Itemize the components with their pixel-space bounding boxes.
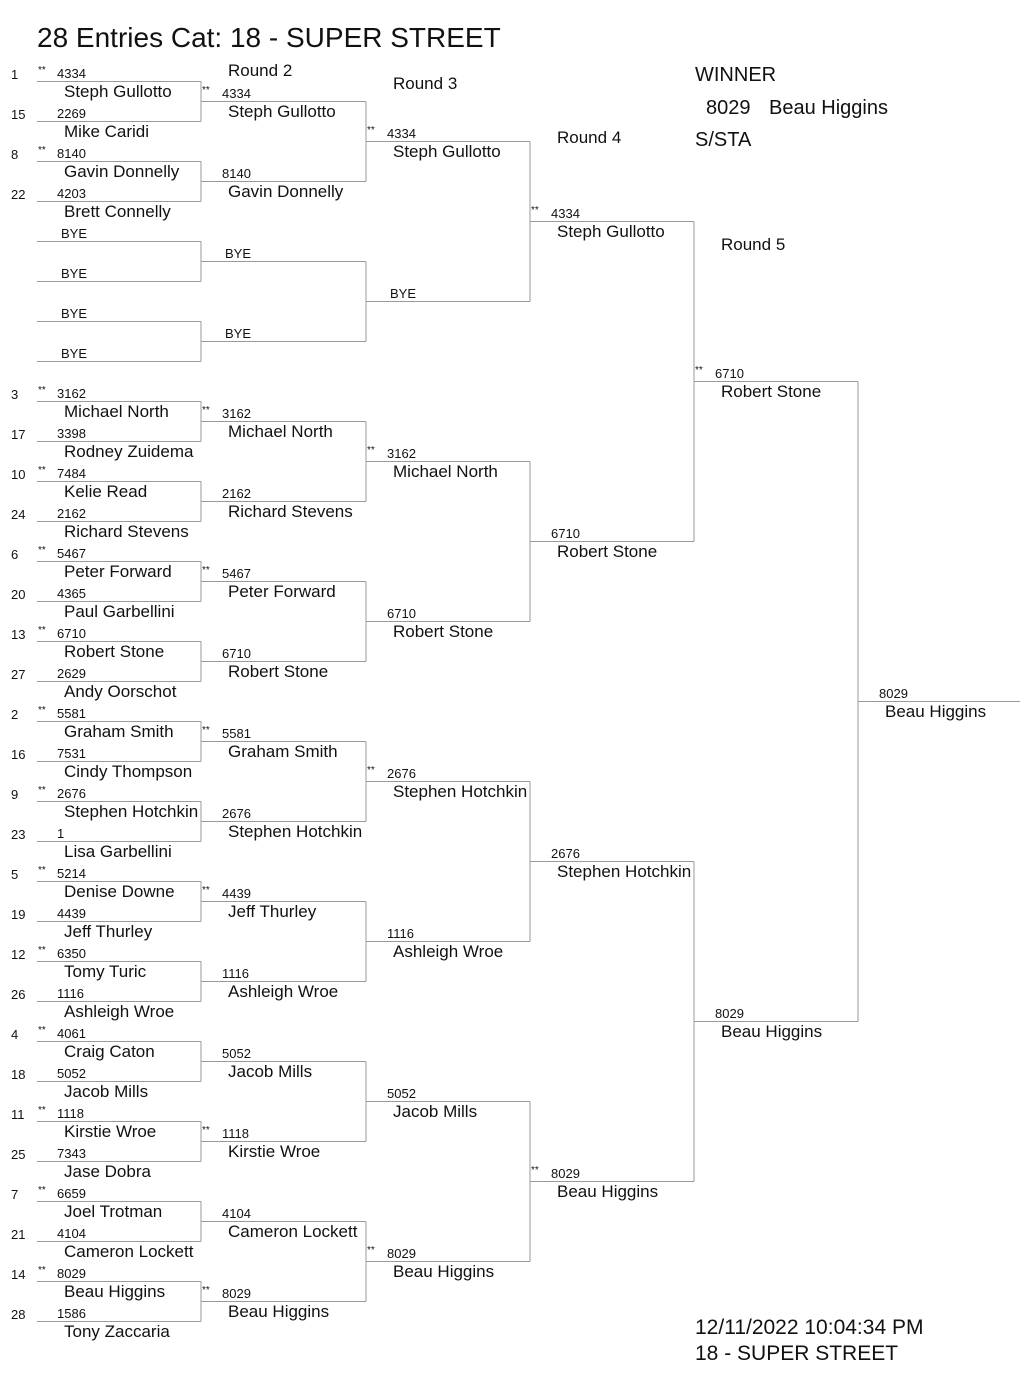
entry-number: 4334 <box>551 205 580 221</box>
advance-marker: ** <box>38 1264 46 1276</box>
seed-number: 2 <box>11 706 19 722</box>
entry-number: 4439 <box>57 905 86 921</box>
seed-number: 19 <box>11 906 26 922</box>
entry-number: 1118 <box>57 1105 84 1121</box>
competitor-name: Joel Trotman <box>64 1201 163 1221</box>
entry-number: 5052 <box>387 1085 416 1101</box>
entry-number: BYE <box>61 345 88 361</box>
seed-number: 9 <box>11 786 19 802</box>
competitor-name: Cameron Lockett <box>228 1221 358 1241</box>
competitor-name: Andy Oorschot <box>64 681 177 701</box>
seed-number: 15 <box>11 106 26 122</box>
advance-marker: ** <box>38 864 46 876</box>
advance-marker: ** <box>38 1104 46 1116</box>
entry-number: 2629 <box>57 665 86 681</box>
competitor-name: Denise Downe <box>64 881 175 901</box>
advance-marker: ** <box>38 944 46 956</box>
advance-marker: ** <box>202 564 210 576</box>
competitor-name: Stephen Hotchkin <box>557 861 692 881</box>
entry-number: 7484 <box>57 465 86 481</box>
competitor-name: Michael North <box>64 401 169 421</box>
competitor-name: Craig Caton <box>64 1041 155 1061</box>
seed-number: 21 <box>11 1226 26 1242</box>
winner-class: S/STA <box>695 129 752 151</box>
entry-number: 4104 <box>222 1205 251 1221</box>
entry-number: 3398 <box>57 425 86 441</box>
advance-marker: ** <box>367 1244 375 1256</box>
seed-number: 1 <box>11 66 19 82</box>
competitor-name: Tomy Turic <box>64 961 147 981</box>
entry-number: 2676 <box>551 845 580 861</box>
competitor-name: Robert Stone <box>228 661 329 681</box>
competitor-name: Mike Caridi <box>64 121 150 141</box>
advance-marker: ** <box>38 784 46 796</box>
entry-number: 5581 <box>222 725 251 741</box>
seed-number: 14 <box>11 1266 26 1282</box>
entry-number: 1118 <box>222 1125 249 1141</box>
entry-number: 8029 <box>551 1165 580 1181</box>
competitor-name: Steph Gullotto <box>64 81 172 101</box>
entry-number: 1 <box>57 825 65 841</box>
competitor-name: Tony Zaccaria <box>64 1321 170 1341</box>
competitor-name: Michael North <box>228 421 333 441</box>
entry-number: 1116 <box>387 925 414 941</box>
advance-marker: ** <box>202 1284 210 1296</box>
entry-number: 2676 <box>222 805 251 821</box>
entry-number: 4203 <box>57 185 86 201</box>
competitor-name: Kirstie Wroe <box>228 1141 321 1161</box>
entry-number: BYE <box>225 325 252 341</box>
entry-number: BYE <box>61 305 88 321</box>
entry-number: 2162 <box>222 485 251 501</box>
advance-marker: ** <box>531 204 539 216</box>
entry-number: 8140 <box>57 145 86 161</box>
entry-number: 8029 <box>715 1005 744 1021</box>
entry-number: 5052 <box>57 1065 86 1081</box>
entry-number: 4334 <box>387 125 416 141</box>
seed-number: 5 <box>11 866 19 882</box>
competitor-name: Paul Garbellini <box>64 601 175 621</box>
competitor-name: Kirstie Wroe <box>64 1121 157 1141</box>
competitor-name: Ashleigh Wroe <box>64 1001 175 1021</box>
seed-number: 16 <box>11 746 26 762</box>
competitor-name: Steph Gullotto <box>393 141 501 161</box>
seed-number: 23 <box>11 826 26 842</box>
seed-number: 17 <box>11 426 26 442</box>
advance-marker: ** <box>202 404 210 416</box>
competitor-name: Jase Dobra <box>64 1161 151 1181</box>
competitor-name: Beau Higgins <box>721 1021 823 1041</box>
competitor-name: Robert Stone <box>64 641 165 661</box>
entry-number: 3162 <box>387 445 416 461</box>
entry-number: 2162 <box>57 505 86 521</box>
competitor-name: Robert Stone <box>557 541 658 561</box>
competitor-name: Cameron Lockett <box>64 1241 194 1261</box>
entry-number: 4061 <box>57 1025 86 1041</box>
competitor-name: Stephen Hotchkin <box>228 821 363 841</box>
advance-marker: ** <box>202 84 210 96</box>
entry-number: 5052 <box>222 1045 251 1061</box>
competitor-name: Lisa Garbellini <box>64 841 172 861</box>
competitor-name: Peter Forward <box>64 561 172 581</box>
advance-marker: ** <box>367 764 375 776</box>
advance-marker: ** <box>38 1184 46 1196</box>
competitor-name: Jacob Mills <box>393 1101 478 1121</box>
competitor-name: Richard Stevens <box>64 521 189 541</box>
competitor-name: Beau Higgins <box>228 1301 330 1321</box>
competitor-name: Jeff Thurley <box>64 921 153 941</box>
seed-number: 24 <box>11 506 26 522</box>
entry-number: 5467 <box>57 545 86 561</box>
competitor-name: Graham Smith <box>228 741 338 761</box>
entry-number: 7531 <box>57 745 86 761</box>
advance-marker: ** <box>38 384 46 396</box>
competitor-name: Richard Stevens <box>228 501 353 521</box>
round-3-label: Round 3 <box>393 74 458 93</box>
competitor-name: Ashleigh Wroe <box>393 941 504 961</box>
seed-number: 20 <box>11 586 26 602</box>
seed-number: 10 <box>11 466 26 482</box>
entry-number: 1116 <box>57 985 84 1001</box>
competitor-name: Stephen Hotchkin <box>393 781 528 801</box>
round-2-label: Round 2 <box>228 61 293 80</box>
competitor-name: Jeff Thurley <box>228 901 317 921</box>
entry-number: 5467 <box>222 565 251 581</box>
entry-number: BYE <box>390 285 417 301</box>
entry-number: 6710 <box>57 625 86 641</box>
entry-number: 8029 <box>222 1285 251 1301</box>
entry-number: 4334 <box>57 65 86 81</box>
advance-marker: ** <box>202 1124 210 1136</box>
entry-number: 4104 <box>57 1225 86 1241</box>
seed-number: 25 <box>11 1146 26 1162</box>
seed-number: 3 <box>11 386 19 402</box>
competitor-name: Gavin Donnelly <box>64 161 180 181</box>
competitor-name: Michael North <box>393 461 498 481</box>
competitor-name: Beau Higgins <box>393 1261 495 1281</box>
competitor-name: Jacob Mills <box>64 1081 149 1101</box>
entry-number: 6710 <box>715 365 744 381</box>
footer-category: 18 - SUPER STREET <box>695 1342 899 1365</box>
entry-number: 6710 <box>551 525 580 541</box>
advance-marker: ** <box>695 364 703 376</box>
entry-number: 2676 <box>387 765 416 781</box>
entry-number: 6710 <box>222 645 251 661</box>
entry-number: 3162 <box>222 405 251 421</box>
advance-marker: ** <box>367 444 375 456</box>
entry-number: 2269 <box>57 105 86 121</box>
footer-timestamp: 12/11/2022 10:04:34 PM <box>695 1316 924 1339</box>
competitor-name: Beau Higgins <box>557 1181 659 1201</box>
entry-number: 8029 <box>879 685 908 701</box>
round-4-label: Round 4 <box>557 128 622 147</box>
entry-number: 1116 <box>222 965 249 981</box>
competitor-name: Ashleigh Wroe <box>228 981 339 1001</box>
seed-number: 28 <box>11 1306 26 1322</box>
advance-marker: ** <box>202 884 210 896</box>
competitor-name: Robert Stone <box>721 381 822 401</box>
entry-number: 7343 <box>57 1145 86 1161</box>
entry-number: BYE <box>61 265 88 281</box>
entry-number: 8140 <box>222 165 251 181</box>
entry-number: BYE <box>225 245 252 261</box>
advance-marker: ** <box>202 724 210 736</box>
advance-marker: ** <box>38 464 46 476</box>
bracket-title: 28 Entries Cat: 18 - SUPER STREET <box>37 22 501 53</box>
entry-number: 6350 <box>57 945 86 961</box>
entry-number: 3162 <box>57 385 86 401</box>
advance-marker: ** <box>38 704 46 716</box>
advance-marker: ** <box>38 1024 46 1036</box>
seed-number: 8 <box>11 146 19 162</box>
competitor-name: Peter Forward <box>228 581 336 601</box>
entry-number: BYE <box>61 225 88 241</box>
entry-number: 8029 <box>57 1265 86 1281</box>
advance-marker: ** <box>38 144 46 156</box>
entry-number: 6710 <box>387 605 416 621</box>
entry-number: 8029 <box>387 1245 416 1261</box>
competitor-name: Gavin Donnelly <box>228 181 344 201</box>
seed-number: 7 <box>11 1186 19 1202</box>
seed-number: 27 <box>11 666 26 682</box>
seed-number: 18 <box>11 1066 26 1082</box>
seed-number: 12 <box>11 946 26 962</box>
entry-number: 2676 <box>57 785 86 801</box>
entry-number: 4439 <box>222 885 251 901</box>
competitor-name: Graham Smith <box>64 721 174 741</box>
seed-number: 4 <box>11 1026 19 1042</box>
advance-marker: ** <box>38 64 46 76</box>
competitor-name: Beau Higgins <box>64 1281 166 1301</box>
winner-number: 8029 <box>706 97 751 119</box>
seed-number: 11 <box>11 1106 25 1122</box>
advance-marker: ** <box>38 544 46 556</box>
entry-number: 5214 <box>57 865 86 881</box>
seed-number: 26 <box>11 986 26 1002</box>
competitor-name: Steph Gullotto <box>557 221 665 241</box>
seed-number: 6 <box>11 546 19 562</box>
entry-number: 1586 <box>57 1305 86 1321</box>
seed-number: 13 <box>11 626 26 642</box>
round-5-label: Round 5 <box>721 235 786 254</box>
competitor-name: Robert Stone <box>393 621 494 641</box>
competitor-name: Beau Higgins <box>885 701 987 721</box>
competitor-name: Cindy Thompson <box>64 761 193 781</box>
competitor-name: Rodney Zuidema <box>64 441 194 461</box>
competitor-name: Kelie Read <box>64 481 148 501</box>
winner-name: Beau Higgins <box>769 97 888 119</box>
winner-label: WINNER <box>695 64 777 86</box>
seed-number: 22 <box>11 186 26 202</box>
advance-marker: ** <box>38 624 46 636</box>
competitor-name: Brett Connelly <box>64 201 171 221</box>
advance-marker: ** <box>531 1164 539 1176</box>
advance-marker: ** <box>367 124 375 136</box>
entry-number: 6659 <box>57 1185 86 1201</box>
entry-number: 4365 <box>57 585 86 601</box>
entry-number: 5581 <box>57 705 86 721</box>
competitor-name: Stephen Hotchkin <box>64 801 199 821</box>
competitor-name: Jacob Mills <box>228 1061 313 1081</box>
competitor-name: Steph Gullotto <box>228 101 336 121</box>
entry-number: 4334 <box>222 85 251 101</box>
